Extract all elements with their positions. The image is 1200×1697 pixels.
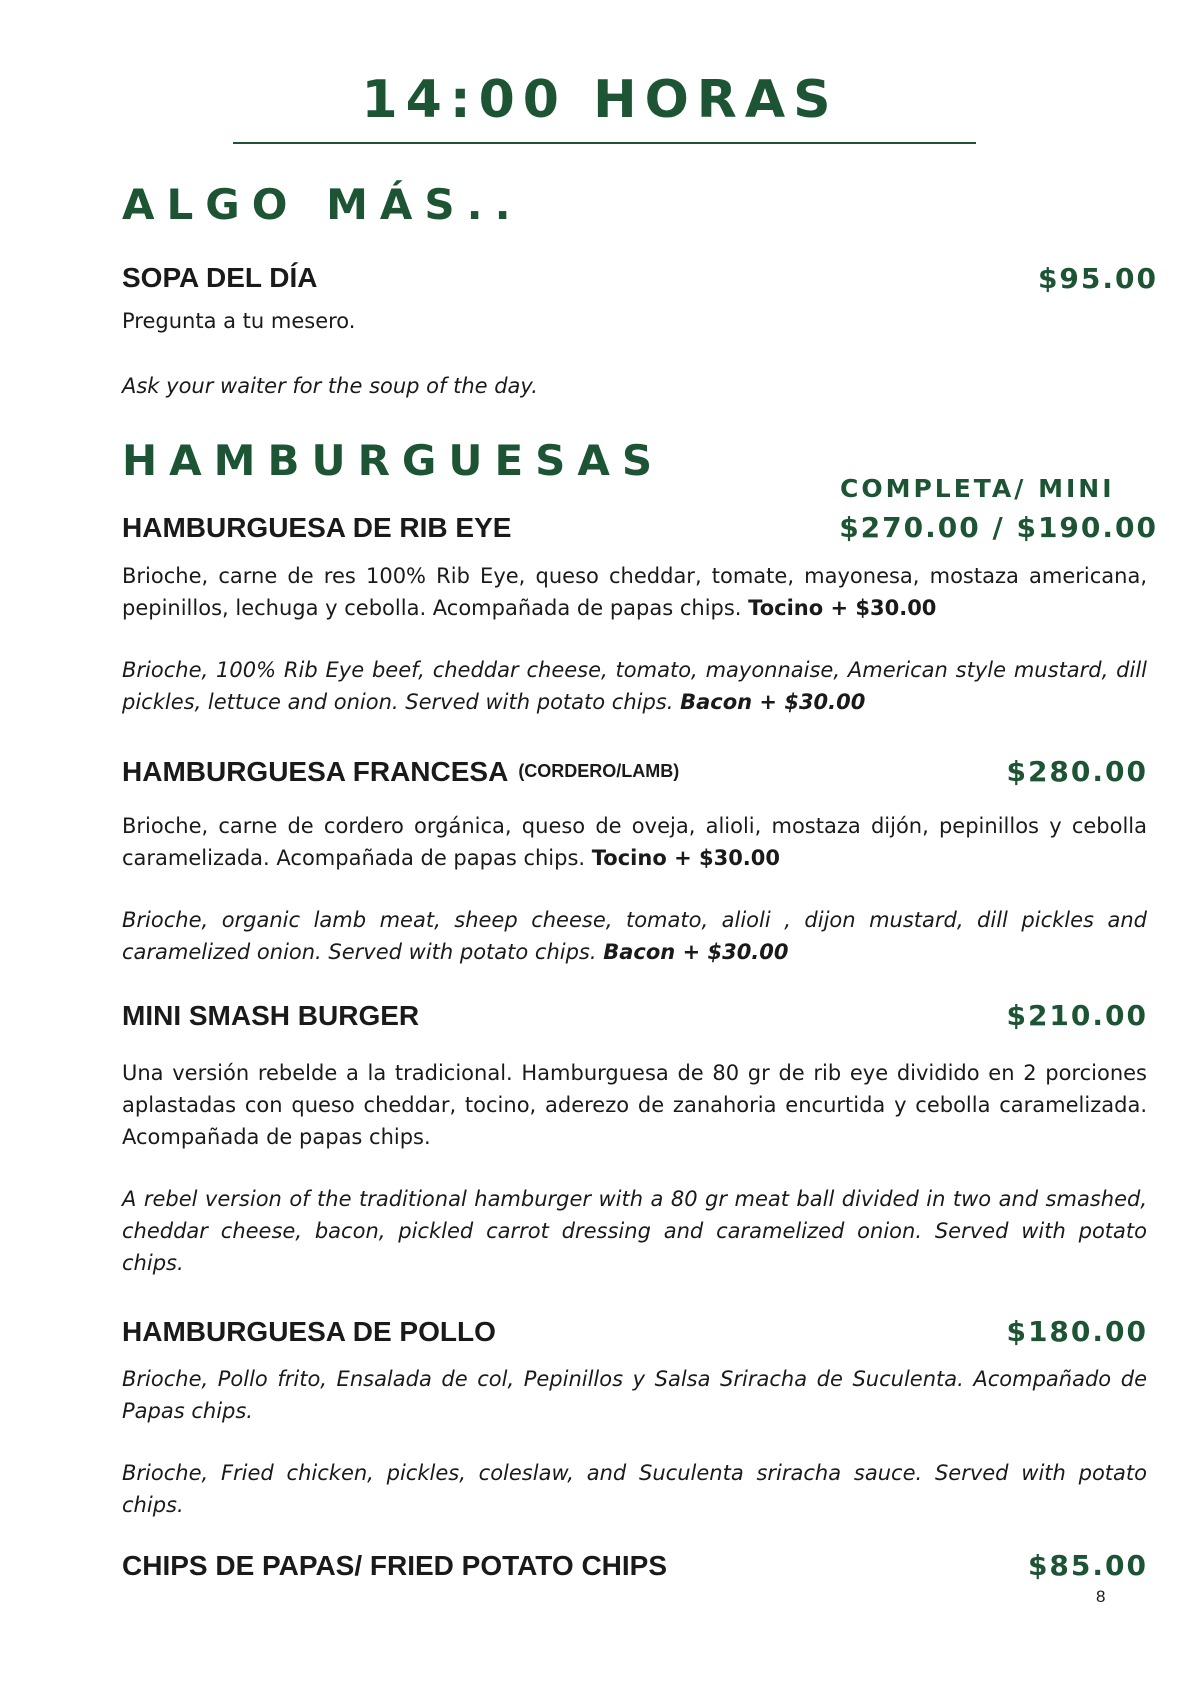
item-price: $95.00 — [1037, 262, 1158, 295]
item-description-es: Brioche, carne de res 100% Rib Eye, queso cheddar, tomate, mayonesa, mostaza americana, pepinillos, lechuga y cebolla. Acompañada de papas chips. Tocino + $30.00 — [122, 564, 1147, 620]
item-name: SOPA DEL DÍA — [122, 262, 318, 293]
item-price: $270.00 / $190.00 — [839, 511, 1158, 544]
item-description-es: Brioche, carne de cordero orgánica, queso de oveja, alioli, mostaza dijón, pepinillos y cebolla caramelizada. Acompañada de papas chips. Tocino + $30.00 — [122, 814, 1147, 870]
item-name: CHIPS DE PAPAS/ FRIED POTATO CHIPS — [122, 1550, 668, 1581]
item-description-en: Ask your waiter for the soup of the day. — [122, 374, 538, 398]
item-name: HAMBURGUESA FRANCESA $^{(CORDERO/LAMB)}$ — [122, 756, 680, 787]
item-name: MINI SMASH BURGER — [122, 1000, 420, 1031]
addon-en: Bacon + $30.00 — [603, 940, 789, 964]
item-name: HAMBURGUESA DE RIB EYE — [122, 512, 512, 543]
item-description-es: Una versión rebelde a la tradicional. Hamburguesa de 80 gr de rib eye dividido en 2 porciones aplastadas con queso cheddar, tocino, aderezo de zanahoria encurtida y cebolla caramelizada. Acompañada de papas chips. — [122, 1061, 1147, 1149]
addon-es: Tocino + $30.00 — [748, 596, 937, 620]
price-option-label: COMPLETA/ MINI — [840, 474, 1115, 503]
item-description-en: Brioche, organic lamb meat, sheep cheese, tomato, alioli , dijon mustard, dill pickles and caramelized onion. Served with potato chips. Bacon + $30.00 — [122, 908, 1147, 964]
section-title-algo-mas: ALGO MÁS.. — [122, 180, 523, 229]
title-divider — [233, 142, 976, 144]
item-price: $280.00 — [1006, 755, 1148, 788]
item-subtitle: (CORDERO/LAMB) — [518, 761, 680, 781]
page-number: 8 — [1096, 1587, 1106, 1606]
item-description-en: A rebel version of the traditional hamburger with a 80 gr meat ball divided in two and smashed, cheddar cheese, bacon, pickled carrot dressing and caramelized onion. Served with potato chips. — [122, 1187, 1147, 1275]
item-description-en: Brioche, Fried chicken, pickles, coleslaw, and Suculenta sriracha sauce. Served with potato chips. — [122, 1461, 1147, 1517]
section-title-hamburguesas: HAMBURGUESAS — [122, 436, 665, 485]
item-price: $85.00 — [1027, 1549, 1148, 1582]
page-title: 14:00 HORAS — [361, 70, 839, 130]
item-description-en: Brioche, 100% Rib Eye beef, cheddar cheese, tomato, mayonnaise, American style mustard, dill pickles, lettuce and onion. Served with potato chips. Bacon + $30.00 — [122, 658, 1147, 714]
item-name: HAMBURGUESA DE POLLO — [122, 1316, 496, 1347]
addon-en: Bacon + $30.00 — [680, 690, 866, 714]
addon-es: Tocino + $30.00 — [591, 846, 781, 870]
item-price: $180.00 — [1006, 1315, 1148, 1348]
item-price: $210.00 — [1006, 999, 1148, 1032]
item-description-es: Pregunta a tu mesero. — [122, 309, 356, 333]
item-description-es: Brioche, Pollo frito, Ensalada de col, Pepinillos y Salsa Sriracha de Suculenta. Acompañado de Papas chips. — [122, 1367, 1147, 1423]
